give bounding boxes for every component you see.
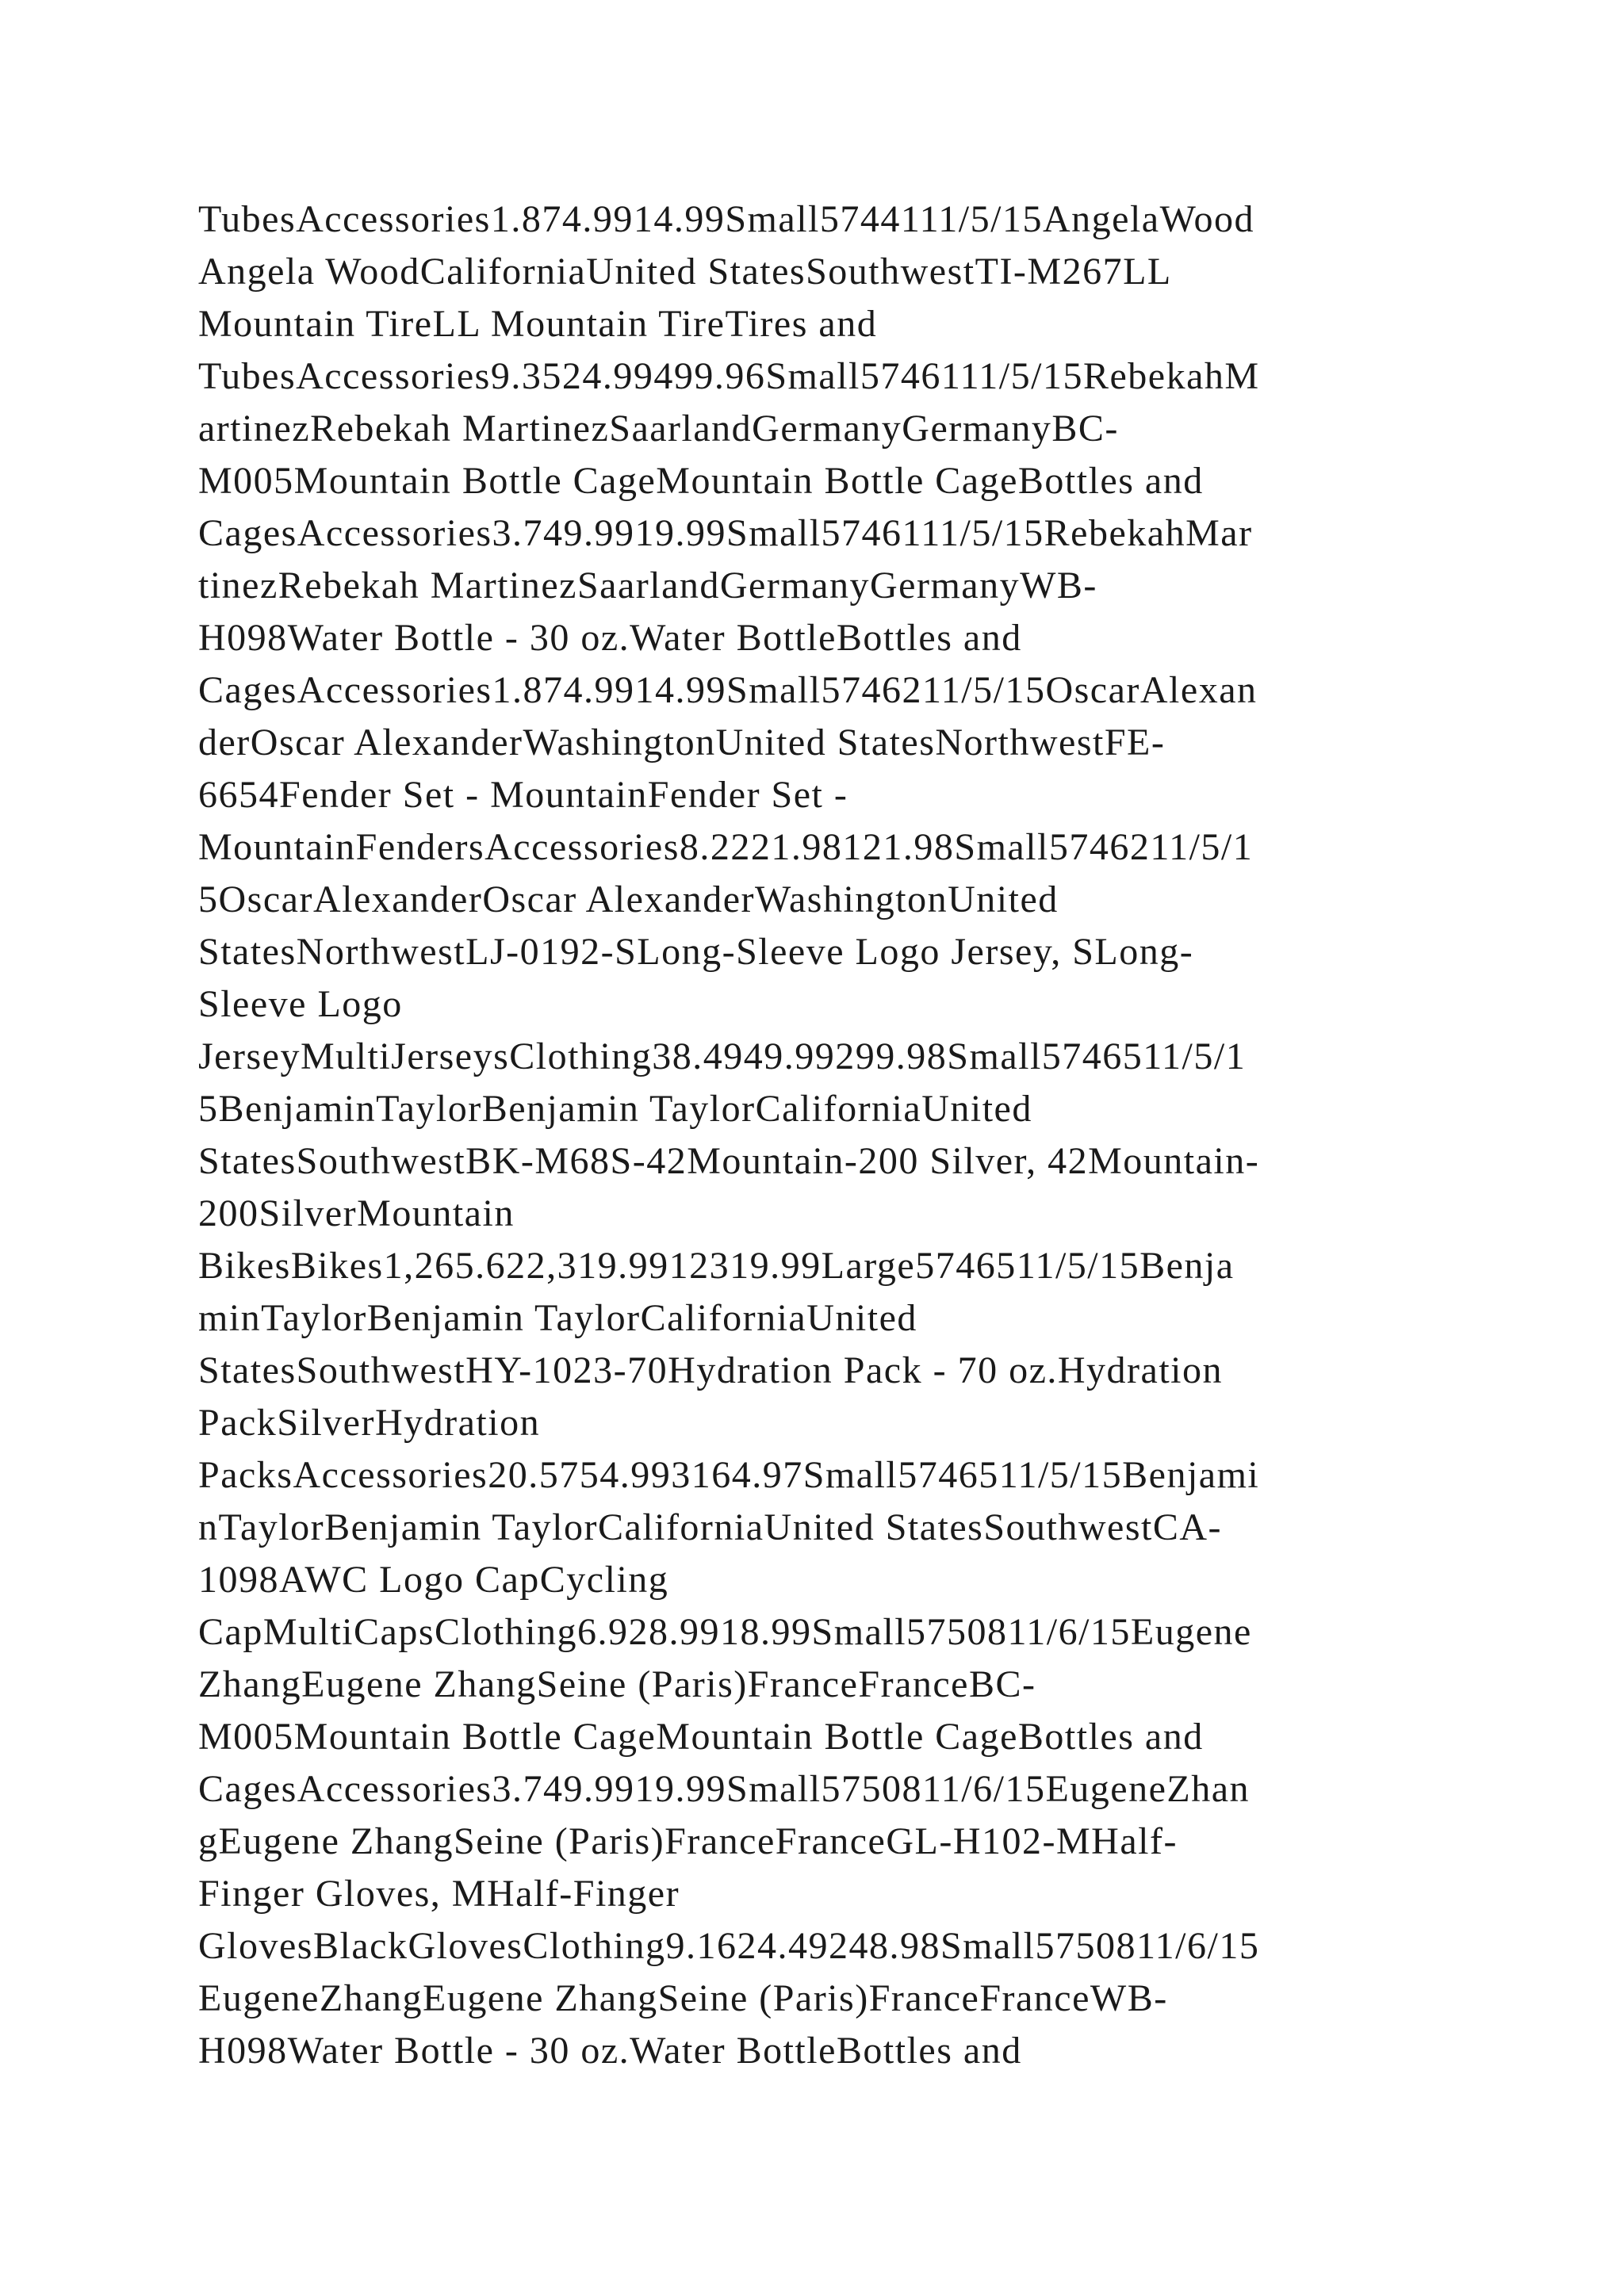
text-line: StatesNorthwestLJ-0192-SLong-Sleeve Logo Jersey, SLong- (198, 931, 1194, 973)
text-line: nTaylorBenjamin TaylorCaliforniaUnited StatesSouthwestCA- (198, 1506, 1223, 1548)
text-line: MountainFendersAccessories8.2221.98121.98Small5746211/5/1 (198, 826, 1254, 868)
text-line: StatesSouthwestBK-M68S-42Mountain-200 Silver, 42Mountain- (198, 1140, 1260, 1182)
text-line: Finger Gloves, MHalf-Finger (198, 1873, 680, 1915)
document-body-text (198, 193, 1451, 2077)
text-line: Sleeve Logo (198, 983, 403, 1025)
text-line: tinezRebekah MartinezSaarlandGermanyGermanyWB- (198, 564, 1097, 607)
text-line: 5BenjaminTaylorBenjamin TaylorCaliforniaUnited (198, 1088, 1032, 1130)
text-line: CagesAccessories1.874.9914.99Small5746211/5/15OscarAlexan (198, 669, 1258, 711)
text-line: derOscar AlexanderWashingtonUnited StatesNorthwestFE- (198, 721, 1166, 763)
text-line: PackSilverHydration (198, 1402, 541, 1444)
text-line: H098Water Bottle - 30 oz.Water BottleBottles and (198, 2030, 1022, 2072)
text-line: Angela WoodCaliforniaUnited StatesSouthwestTI-M267LL (198, 251, 1172, 293)
text-line: CagesAccessories3.749.9919.99Small5746111/5/15RebekahMar (198, 512, 1253, 554)
text-line: CagesAccessories3.749.9919.99Small5750811/6/15EugeneZhan (198, 1768, 1250, 1810)
text-line: EugeneZhangEugene ZhangSeine (Paris)FranceFranceWB- (198, 1977, 1168, 2019)
text-line: H098Water Bottle - 30 oz.Water BottleBottles and (198, 617, 1022, 659)
text-line: minTaylorBenjamin TaylorCaliforniaUnited (198, 1297, 917, 1339)
text-line: PacksAccessories20.5754.993164.97Small5746511/5/15Benjami (198, 1454, 1260, 1496)
text-line: Mountain TireLL Mountain TireTires and (198, 303, 878, 345)
text-line: StatesSouthwestHY-1023-70Hydration Pack - 70 oz.Hydration (198, 1349, 1223, 1391)
text-line: M005Mountain Bottle CageMountain Bottle CageBottles and (198, 460, 1204, 502)
text-line: 5OscarAlexanderOscar AlexanderWashingtonUnited (198, 878, 1059, 920)
text-line: 200SilverMountain (198, 1192, 515, 1234)
text-line: TubesAccessories9.3524.99499.96Small5746111/5/15RebekahM (198, 355, 1260, 397)
text-line: ZhangEugene ZhangSeine (Paris)FranceFranceBC- (198, 1663, 1036, 1705)
text-line: CapMultiCapsClothing6.928.9918.99Small5750811/6/15Eugene (198, 1611, 1252, 1653)
text-line: JerseyMultiJerseysClothing38.4949.99299.98Small5746511/5/1 (198, 1035, 1247, 1077)
text-line: GlovesBlackGlovesClothing9.1624.49248.98Small5750811/6/15 (198, 1925, 1260, 1967)
text-line: M005Mountain Bottle CageMountain Bottle CageBottles and (198, 1716, 1204, 1758)
text-line: 1098AWC Logo CapCycling (198, 1559, 669, 1601)
text-line: gEugene ZhangSeine (Paris)FranceFranceGL-H102-MHalf- (198, 1820, 1178, 1862)
text-line: TubesAccessories1.874.9914.99Small5744111/5/15AngelaWood (198, 198, 1255, 240)
text-line: 6654Fender Set - MountainFender Set - (198, 774, 848, 816)
text-line: artinezRebekah MartinezSaarlandGermanyGermanyBC- (198, 408, 1119, 450)
text-line: BikesBikes1,265.622,319.9912319.99Large5746511/5/15Benja (198, 1245, 1235, 1287)
